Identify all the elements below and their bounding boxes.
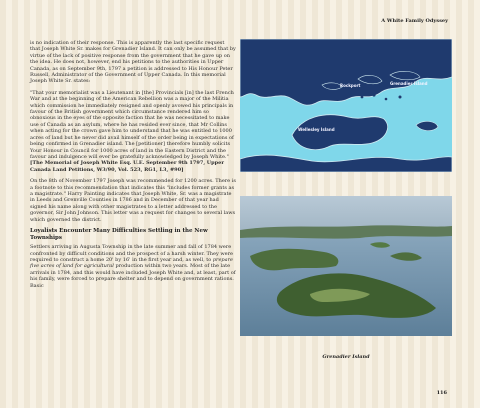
paragraph-3-part-a: Settlers arriving in Augusta Township in the late summer and fall of 1784 were confronted by difficult conditions and the prospect of a harsh winter. They were required to construct a home 20' by 16' in the first year and, as well, to [30, 244, 233, 263]
map-islet [361, 96, 364, 99]
map-islet [348, 91, 352, 95]
running-title: A White Family Odyssey [381, 18, 448, 24]
map-label-grenadier: Grenadier Island [390, 81, 428, 86]
quote-citation: [The Memorial of Joseph White Esq. U.E. September 9th 1797, Upper Canada Land Petitions, W3/90, Vol. 523, RG1, L3, #90] [30, 160, 224, 173]
map-islet [372, 93, 375, 96]
paragraph-2: On the 8th of November 1797 Joseph was recommended for 1200 acres. There is a footnote to this recommendation that indicates this "includes former grants as a magistrate." Harry Painting indicates that Joseph White, Sr. was a magistrate in Leeds and Grenville Counties in 1786 and in December of that year had signed his name along with other magistrates to a letter addressed to the governor, Sir John Johnson. This letter was a request for changes to several laws which governed the district. [30, 178, 236, 223]
paragraph-3-part-b: production within two years. Most of the late arrivals in 1784, and this would have included Joseph White and, at least, part of his family, were forced to prepare shelter and to depend on government rations. Basic [30, 263, 236, 289]
paragraph-3-emphasis: prepare five acres of land for agricultural [30, 256, 233, 270]
aerial-photo-graphic [240, 196, 452, 336]
map-graphic [240, 39, 452, 172]
map-label-rockport: Rockport [340, 83, 361, 88]
map-islet [399, 96, 402, 99]
paragraph-1: is no indication of their response. This is apparently the last specific request that Joseph White Sr. makes for Grenadier Island. It can only be assumed that by virtue of the lack of positive response from the government that he gave up on the idea. He does not, however, end his petitions to the authorities in Upper Canada, as on September 9th, 1797 a petition is addressed to His Honour Peter Russell, Administrator of the Government of Upper Canada. In this memorial Joseph White Sr. states: [30, 40, 236, 85]
section-heading: Loyalists Encounter Many Difficulties Settling in the New Townships [30, 227, 208, 241]
photo-caption: Grenadier Island [322, 354, 370, 360]
aerial-photo [240, 196, 452, 336]
map-islet [385, 98, 388, 101]
body-column [30, 40, 236, 294]
memorial-quote [30, 90, 236, 173]
page-number: 116 [436, 390, 447, 396]
map-label-wellesley: Wellesley Island [298, 127, 335, 132]
area-map [240, 39, 452, 172]
paragraph-3 [30, 244, 236, 289]
quote-text: "That your memorialist was a Lieutenant in [the] Provincials [in] the last French War and at the beginning of the American Rebellion was a major of the Militia which commission he immediately resigned and openly avowed his principals in favour of the British government which circumstance rendered him so obnoxious in the eyes of the opposite faction that he was necessitated to make use of Canada as an asylum, where he has resided ever since, that Mr Collins when acting for the crown gave him to understand that he was entitled to 1000 acres of land but he never did avail himself of the order being in expectations of being confirmed in Grenadier island. The [petitioner] therefore humbly solicits Your Honour in Council for 1000 acres of land in the Eastern District and the favour and indulgence will ever be gratefully acknowledged by Joseph White." [30, 89, 234, 160]
